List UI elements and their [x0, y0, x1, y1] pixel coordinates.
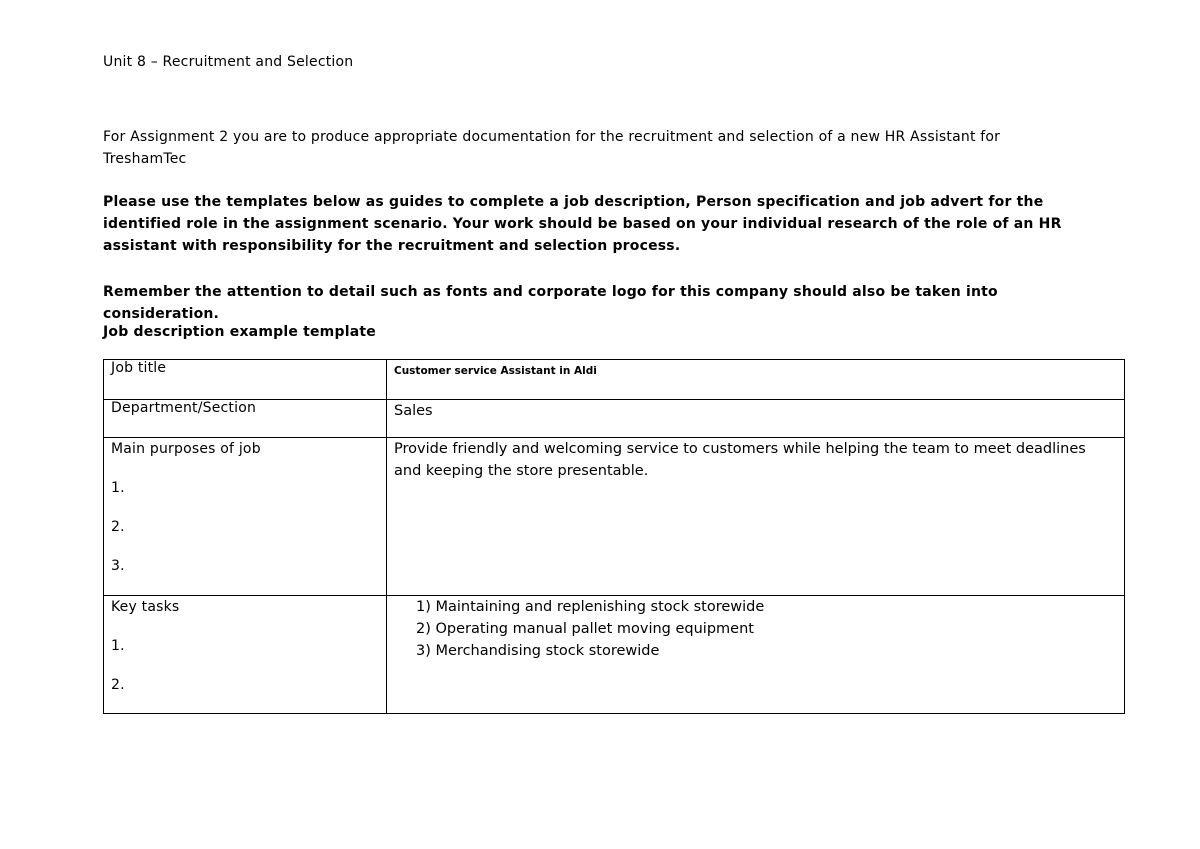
main-purposes-value-cell [387, 438, 1125, 596]
key-tasks-numbers [111, 635, 379, 713]
main-purposes-numbers [111, 477, 379, 594]
list-item: 3. [111, 558, 125, 574]
job-title-label-text: Job title [111, 360, 167, 376]
table-row-job-title [104, 360, 1125, 400]
job-title-label [104, 360, 387, 400]
main-purposes-label [104, 438, 387, 596]
department-value-cell [387, 400, 1125, 438]
job-title-value-cell [387, 360, 1125, 400]
intro-paragraph: For Assignment 2 you are to produce appropriate documentation for the recruitment and selection of a new HR Assistant for TreshamTec [103, 129, 1001, 167]
key-tasks-label-text: Key tasks [111, 599, 180, 615]
job-description-table [103, 359, 1125, 714]
document-header: Unit 8 – Recruitment and Selection [103, 54, 354, 70]
list-item: 1. [111, 480, 125, 496]
key-tasks-value-cell [387, 596, 1125, 714]
key-task-item: 2) Operating manual pallet moving equipment [416, 621, 754, 637]
list-item: 2. [111, 677, 125, 693]
department-label-text: Department/Section [111, 400, 257, 416]
main-purposes-value: Provide friendly and welcoming service to customers while helping the team to meet deadlines and keeping the store presentable. [394, 441, 1086, 479]
instructions-paragraph: Please use the templates below as guides to complete a job description, Person specification and job advert for the identified role in the assignment scenario. Your work should be based on your individual research of the role of an HR assistant with responsibility for the recruitment and selection process. [103, 194, 1062, 254]
key-task-item: 3) Merchandising stock storewide [416, 643, 660, 659]
template-heading: Job description example template [103, 324, 376, 340]
key-tasks-label [104, 596, 387, 714]
table-row-department [104, 400, 1125, 438]
department-label [104, 400, 387, 438]
key-task-item: 1) Maintaining and replenishing stock storewide [416, 599, 765, 615]
main-purposes-label-text: Main purposes of job [111, 441, 261, 457]
key-tasks-list [394, 596, 1117, 662]
department-value: Sales [394, 403, 433, 419]
job-title-value: Customer service Assistant in Aldi [394, 365, 597, 377]
table-row-key-tasks [104, 596, 1125, 714]
table-row-main-purposes [104, 438, 1125, 596]
list-item: 2. [111, 519, 125, 535]
reminder-paragraph: Remember the attention to detail such as fonts and corporate logo for this company should also be taken into consideration. [103, 284, 998, 322]
list-item: 1. [111, 638, 125, 654]
